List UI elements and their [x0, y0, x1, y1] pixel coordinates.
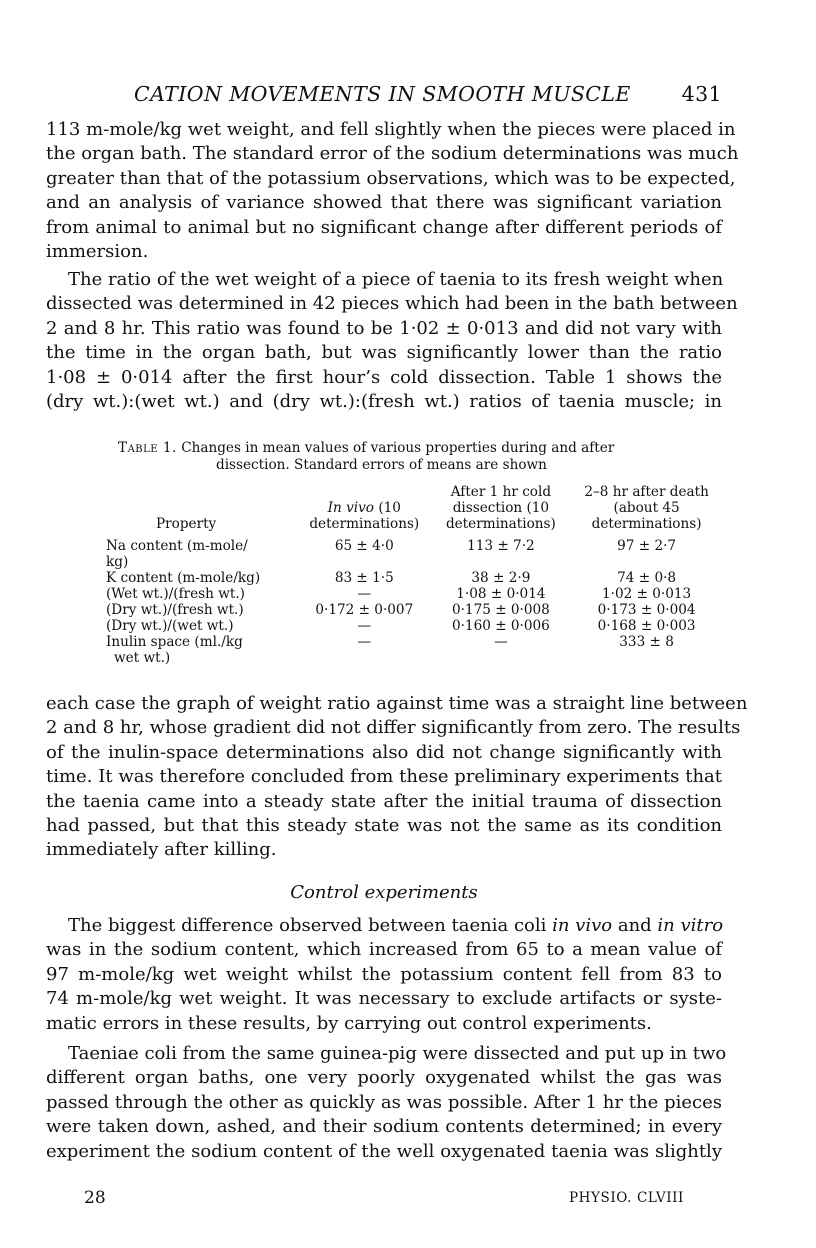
cell-in-vivo: 83 ± 1·5 [334, 570, 394, 586]
signature-mark: 28 [84, 1188, 106, 1208]
running-head [46, 82, 722, 110]
text-line: 113 m-mole/kg wet weight, and fell slightly when the pieces were placed in [46, 119, 736, 140]
cell-after-2-8hr: 1·02 ± 0·013 [601, 586, 692, 602]
cell-property: (Dry wt.)/(wet wt.) [106, 618, 234, 634]
table-row [104, 634, 724, 666]
data-table [104, 484, 724, 666]
cell-after-1hr: 1·08 ± 0·014 [456, 586, 546, 602]
paragraph-5 [46, 1042, 727, 1164]
paragraph-4 [46, 914, 722, 1036]
journal-mark: PHYSIO. CLVIII [568, 1190, 684, 1206]
cell-property: K content (m-mole/kg) [106, 570, 261, 586]
running-head-title: CATION MOVEMENTS IN SMOOTH MUSCLE [134, 82, 631, 106]
text-line: 97 m-mole/kg wet weight whilst the potassium content fell from 83 to [46, 963, 722, 985]
text-line: immediately after killing. [46, 839, 277, 861]
text-line: 2 and 8 hr, whose gradient did not differ significantly from zero. The results [46, 717, 741, 739]
text-line: 1·08 ± 0·014 after the first hour’s cold dissection. Table 1 shows the [46, 366, 722, 388]
text-line: matic errors in these results, by carrying out control experiments. [46, 1012, 652, 1034]
cell-after-2-8hr: 97 ± 2·7 [617, 538, 677, 554]
paragraph-3 [46, 692, 748, 863]
text-line: dissected was determined in 42 pieces which had been in the bath between [46, 293, 738, 315]
table-header-row [104, 484, 724, 538]
cell-property: Inulin space (ml./kg wet wt.) [106, 634, 243, 666]
table-label: Table 1. [118, 440, 177, 456]
text-line: different organ baths, one very poorly oxygenated whilst the gas was [46, 1067, 722, 1089]
table-row [104, 586, 724, 602]
caption-line-2: dissection. Standard errors of means are shown [216, 457, 547, 473]
header-in-vivo-italic: In vivo [327, 500, 374, 516]
cell-in-vivo: 65 ± 4·0 [334, 538, 394, 554]
paragraph-2 [46, 268, 738, 414]
cell-after-2-8hr: 0·173 ± 0·004 [597, 602, 696, 618]
header-after-2-8hr: 2–8 hr after death (about 45 determinations) [584, 484, 709, 532]
text-line: The biggest difference observed between taenia coli in vivo and in vitro [68, 915, 724, 936]
table-row [104, 538, 724, 570]
cell-in-vivo: 0·172 ± 0·007 [315, 602, 414, 618]
text-line: the taenia came into a steady state after the initial trauma of dissection [46, 790, 722, 812]
header-property: Property [156, 516, 217, 532]
cell-in-vivo: — [357, 634, 372, 650]
cell-property: Na content (m-mole/ kg) [106, 538, 248, 570]
cell-in-vivo: — [357, 586, 372, 602]
header-in-vivo: In vivo (10 determinations) [309, 500, 420, 532]
text-line: each case the graph of weight ratio against time was a straight line between [46, 693, 748, 714]
text-line: immersion. [46, 240, 149, 262]
journal-page [46, 0, 748, 1248]
text-line: (dry wt.):(wet wt.) and (dry wt.):(fresh wt.) ratios of taenia muscle; in [46, 390, 722, 412]
page-number: 431 [681, 82, 722, 106]
text-line: were taken down, ashed, and their sodium contents determined; in every [46, 1116, 722, 1138]
cell-after-1hr: 113 ± 7·2 [467, 538, 535, 554]
text-line: The ratio of the wet weight of a piece of taenia to its fresh weight when [68, 269, 724, 290]
cell-property: (Dry wt.)/(fresh wt.) [106, 602, 244, 618]
cell-after-1hr: — [494, 634, 508, 650]
paragraph-1 [46, 118, 739, 264]
cell-after-2-8hr: 74 ± 0·8 [617, 570, 677, 586]
table-caption [118, 440, 678, 474]
table-row [104, 570, 724, 586]
cell-after-1hr: 38 ± 2·9 [471, 570, 531, 586]
text-line: and an analysis of variance showed that there was significant variation [46, 192, 722, 214]
text-line: greater than that of the potassium observations, which was to be expected, [46, 167, 736, 189]
text-line: Taeniae coli from the same guinea-pig were dissected and put up in two [68, 1043, 727, 1064]
table-row [104, 602, 724, 618]
cell-after-2-8hr: 333 ± 8 [619, 634, 674, 650]
section-subheading: Control experiments [290, 882, 478, 903]
text-line: of the inulin-space determinations also did not change significantly with [46, 741, 722, 763]
text-line: experiment the sodium content of the well oxygenated taenia was slightly [46, 1140, 722, 1162]
cell-after-1hr: 0·175 ± 0·008 [451, 602, 550, 618]
text-line: the time in the organ bath, but was significantly lower than the ratio [46, 342, 722, 364]
text-line: time. It was therefore concluded from these preliminary experiments that [46, 766, 722, 788]
cell-after-1hr: 0·160 ± 0·006 [451, 618, 550, 634]
text-line: 74 m-mole/kg wet weight. It was necessary to exclude artifacts or syste- [46, 988, 722, 1010]
cell-in-vivo: — [357, 618, 372, 634]
cell-property: (Wet wt.)/(fresh wt.) [106, 586, 245, 602]
header-after-1hr: After 1 hr cold dissection (10 determinations) [445, 484, 556, 532]
table-row [104, 618, 724, 634]
caption-line-1: Changes in mean values of various properties during and after [181, 440, 615, 456]
text-line: passed through the other as quickly as was possible. After 1 hr the pieces [46, 1091, 722, 1113]
text-line: had passed, but that this steady state was not the same as its condition [46, 814, 722, 836]
text-line: from animal to animal but no significant change after different periods of [46, 216, 722, 238]
cell-after-2-8hr: 0·168 ± 0·003 [597, 618, 696, 634]
text-line: 2 and 8 hr. This ratio was found to be 1·02 ± 0·013 and did not vary with [46, 317, 722, 339]
text-line: was in the sodium content, which increased from 65 to a mean value of [46, 939, 722, 961]
text-line: the organ bath. The standard error of the sodium determinations was much [46, 143, 739, 165]
